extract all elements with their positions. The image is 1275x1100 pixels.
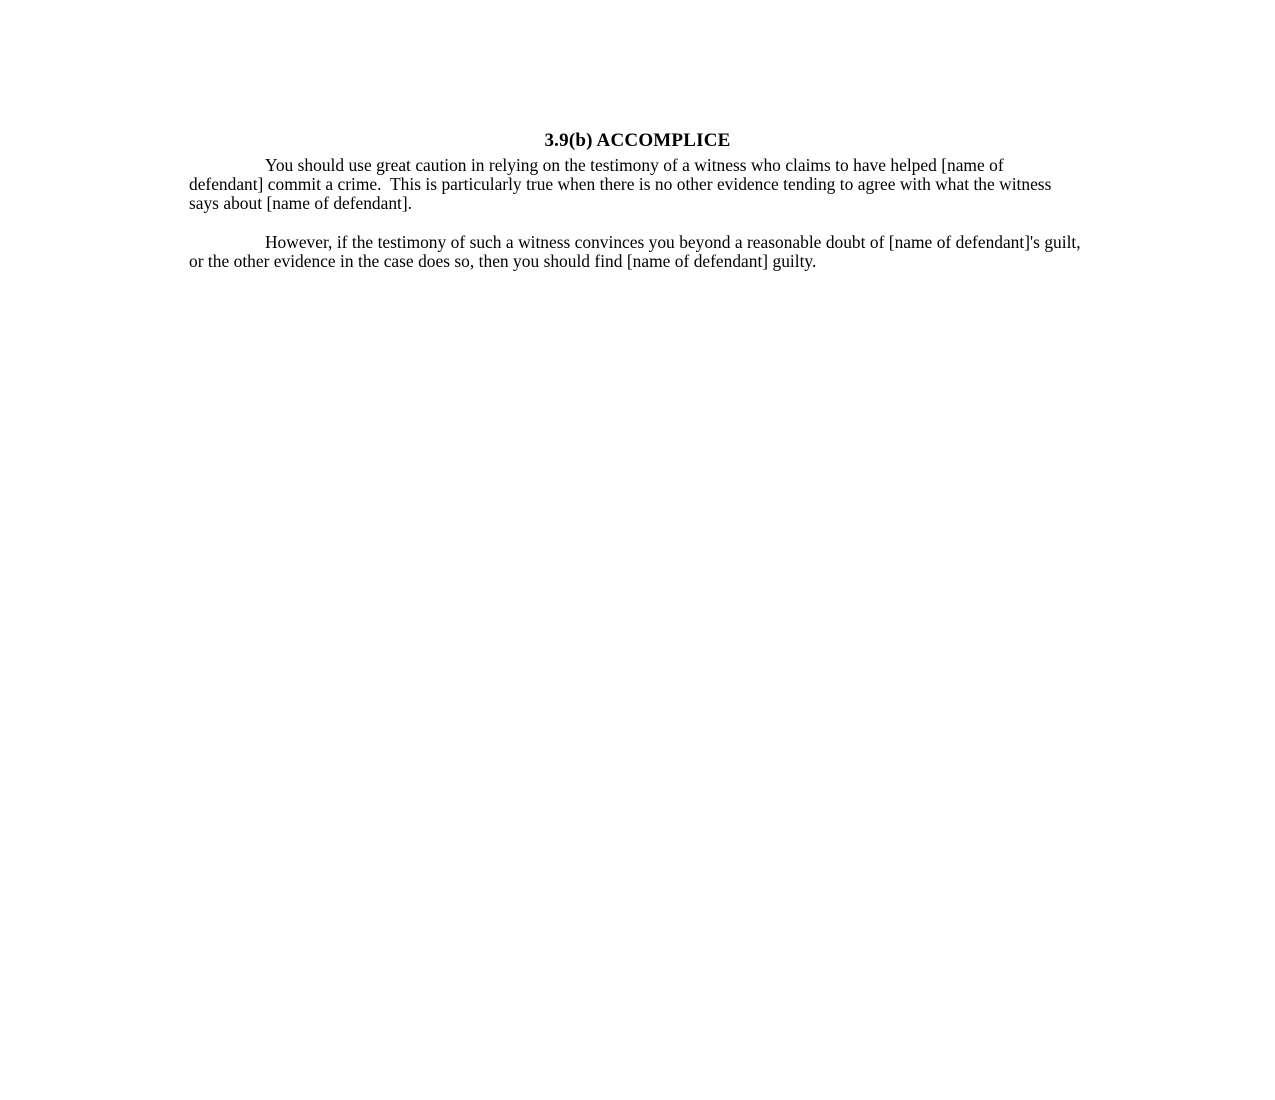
paragraph-caution bbox=[189, 156, 1082, 214]
page-title: 3.9(b) ACCOMPLICE bbox=[544, 129, 731, 151]
paragraph-however bbox=[189, 231, 1086, 271]
document-body bbox=[189, 155, 1086, 271]
paragraph-however-text: However, if the testimony of such a witness convinces you beyond a reasonable doubt of [name of defendant]'s guilt, or the other evidence in the case does so, then you should find [name of defendant] guilty. bbox=[189, 231, 1086, 271]
paragraph-caution-text: You should use great caution in relying on the testimony of a witness who claims to have helped [name of defendant] commit a crime. This is particularly true when there is no other evidence tending to agree with what the witness says about [name of defendant]. bbox=[189, 155, 1056, 214]
